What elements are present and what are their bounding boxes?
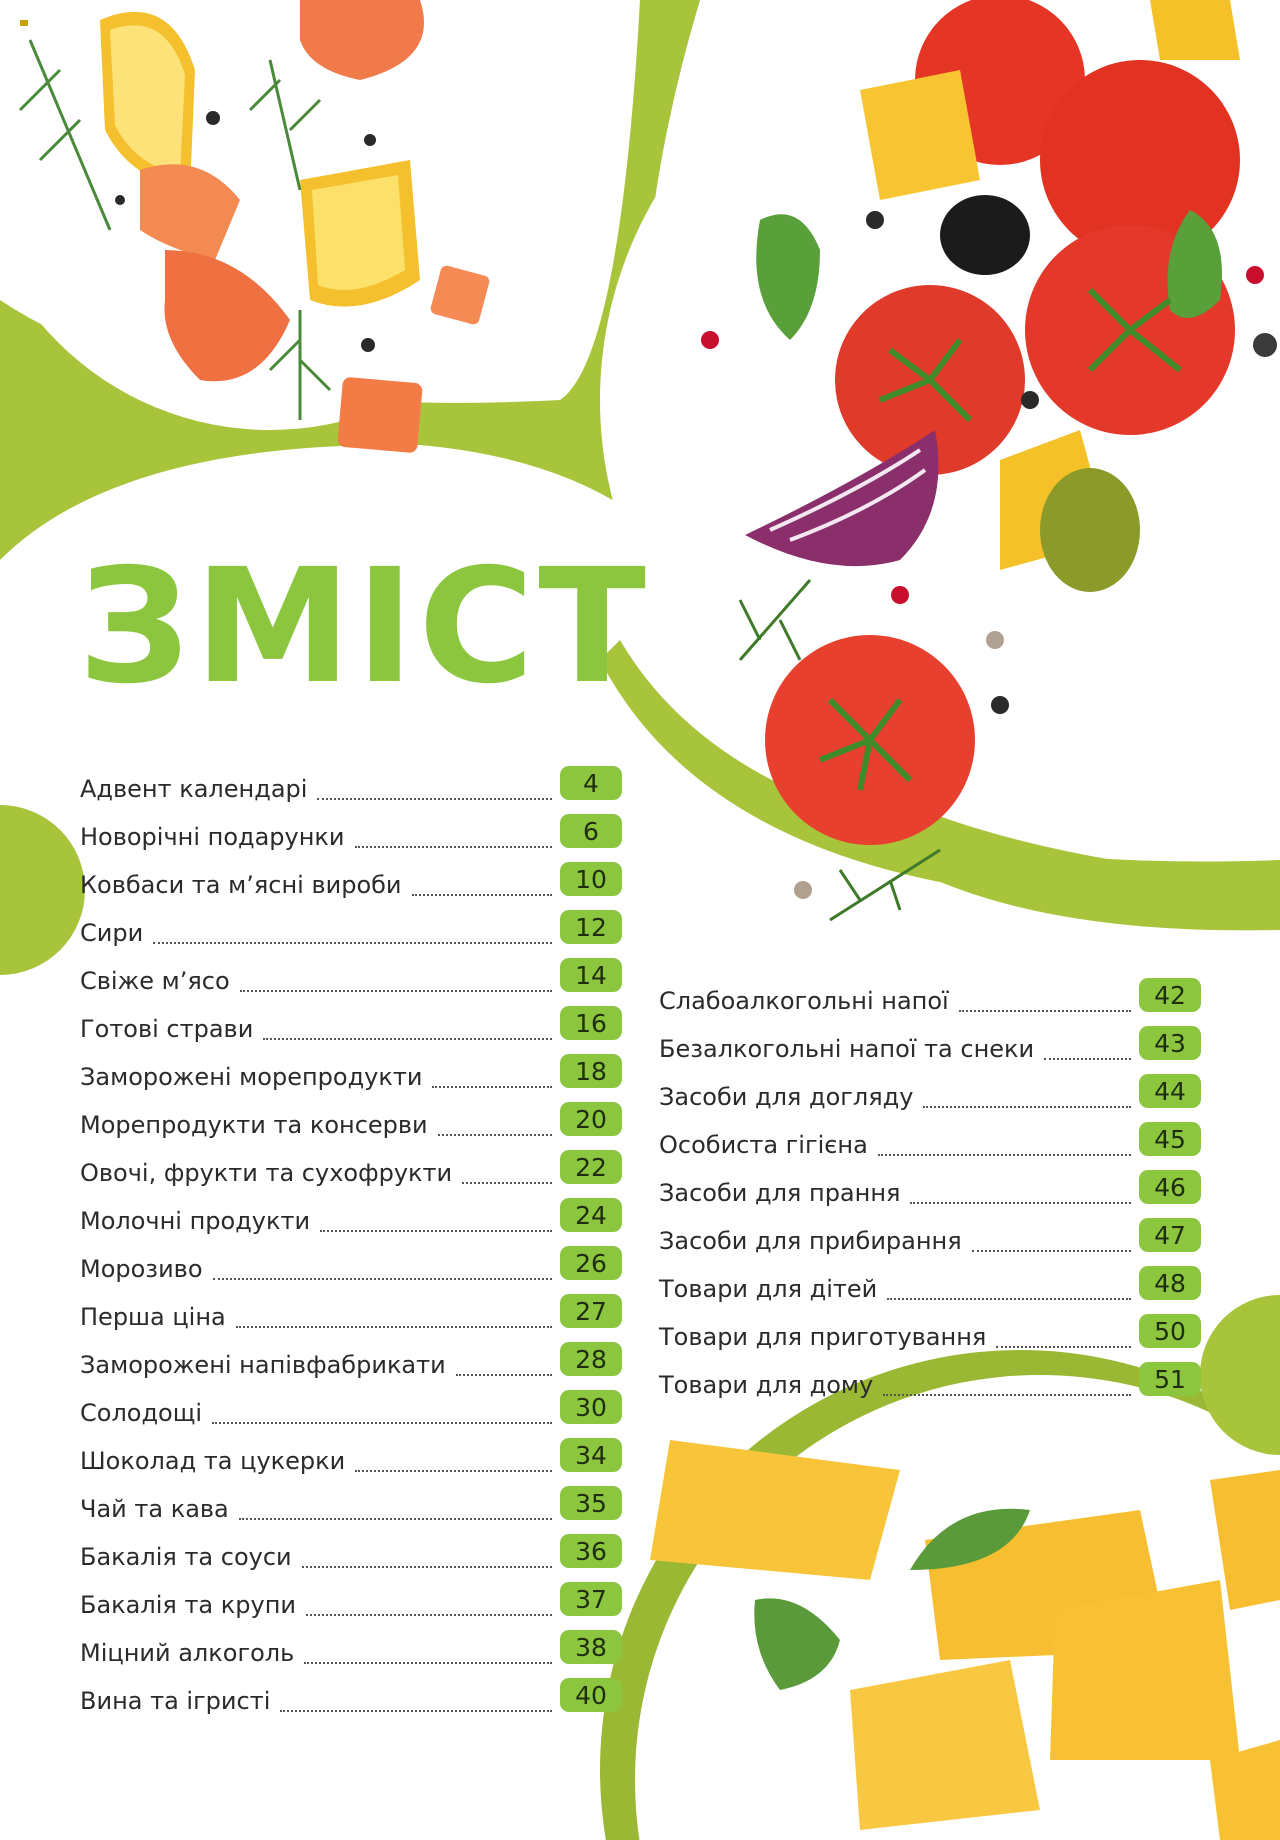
toc-dot-leader: [910, 1202, 1131, 1204]
toc-page-badge: 37: [560, 1582, 622, 1616]
toc-entry-label: Засоби для прибирання: [659, 1227, 962, 1255]
toc-entry-label: Ковбаси та м’ясні вироби: [80, 871, 402, 899]
toc-dot-leader: [280, 1710, 552, 1712]
toc-entry-label: Шоколад та цукерки: [80, 1447, 346, 1475]
toc-page-badge: 18: [560, 1054, 622, 1088]
toc-page-badge: 14: [560, 958, 622, 992]
toc-dot-leader: [355, 846, 552, 848]
toc-page-badge: 30: [560, 1390, 622, 1424]
toc-page-badge: 48: [1139, 1266, 1201, 1300]
toc-entry[interactable]: [659, 1208, 1201, 1256]
toc-entry[interactable]: [80, 1332, 622, 1380]
toc-entry[interactable]: [80, 1620, 622, 1668]
toc-left-column: [80, 756, 622, 1716]
toc-entry-label: Вина та ігристі: [80, 1687, 271, 1715]
toc-entry[interactable]: [80, 1524, 622, 1572]
toc-page-badge: 42: [1139, 978, 1201, 1012]
toc-page-badge: 43: [1139, 1026, 1201, 1060]
toc-dot-leader: [306, 1614, 552, 1616]
toc-entry-label: Готові страви: [80, 1015, 254, 1043]
toc-entry-label: Товари для приготування: [659, 1323, 987, 1351]
toc-dot-leader: [239, 1518, 552, 1520]
toc-entry-label: Слабоалкогольні напої: [659, 987, 949, 1015]
toc-entry[interactable]: [80, 852, 622, 900]
toc-entry[interactable]: [659, 1256, 1201, 1304]
toc-right-column: [659, 968, 1201, 1400]
toc-entry[interactable]: [80, 1044, 622, 1092]
toc-page-badge: 4: [560, 766, 622, 800]
toc-page-badge: 28: [560, 1342, 622, 1376]
toc-entry[interactable]: [80, 1380, 622, 1428]
toc-page-badge: 46: [1139, 1170, 1201, 1204]
toc-dot-leader: [212, 1422, 552, 1424]
corner-mark: [20, 20, 28, 26]
toc-dot-leader: [1044, 1058, 1131, 1060]
toc-dot-leader: [456, 1374, 552, 1376]
toc-dot-leader: [263, 1038, 552, 1040]
toc-entry-label: Чай та кава: [80, 1495, 229, 1523]
toc-dot-leader: [996, 1346, 1131, 1348]
toc-entry[interactable]: [80, 948, 622, 996]
toc-page-badge: 22: [560, 1150, 622, 1184]
toc-entry[interactable]: [80, 1668, 622, 1716]
toc-dot-leader: [317, 798, 552, 800]
toc-entry[interactable]: [80, 1476, 622, 1524]
toc-entry-label: Безалкогольні напої та снеки: [659, 1035, 1035, 1063]
toc-page-badge: 24: [560, 1198, 622, 1232]
toc-dot-leader: [462, 1182, 552, 1184]
toc-page-badge: 44: [1139, 1074, 1201, 1108]
toc-entry[interactable]: [80, 804, 622, 852]
plate-top-left: [0, 0, 570, 430]
toc-entry-label: Адвент календарі: [80, 775, 308, 803]
toc-dot-leader: [213, 1278, 553, 1280]
toc-entry[interactable]: [659, 1064, 1201, 1112]
toc-page-badge: 27: [560, 1294, 622, 1328]
toc-entry[interactable]: [80, 1092, 622, 1140]
toc-entry-label: Морозиво: [80, 1255, 203, 1283]
toc-entry[interactable]: [659, 968, 1201, 1016]
toc-entry-label: Особиста гігієна: [659, 1131, 868, 1159]
toc-page-badge: 16: [560, 1006, 622, 1040]
toc-entry[interactable]: [80, 1428, 622, 1476]
toc-page-badge: 36: [560, 1534, 622, 1568]
toc-entry-label: Молочні продукти: [80, 1207, 311, 1235]
toc-entry-label: Сири: [80, 919, 144, 947]
toc-dot-leader: [412, 894, 552, 896]
toc-entry-label: Морепродукти та консерви: [80, 1111, 428, 1139]
page-title: ЗМІСТ: [78, 535, 650, 719]
toc-page-badge: 6: [560, 814, 622, 848]
toc-entry[interactable]: [80, 996, 622, 1044]
toc-dot-leader: [438, 1134, 552, 1136]
toc-entry[interactable]: [80, 1572, 622, 1620]
toc-page-badge: 35: [560, 1486, 622, 1520]
toc-dot-leader: [304, 1662, 552, 1664]
toc-entry[interactable]: [80, 1140, 622, 1188]
toc-entry[interactable]: [659, 1352, 1201, 1400]
toc-entry[interactable]: [659, 1016, 1201, 1064]
toc-dot-leader: [432, 1086, 552, 1088]
toc-dot-leader: [959, 1010, 1131, 1012]
toc-entry-label: Перша ціна: [80, 1303, 226, 1331]
toc-dot-leader: [878, 1154, 1131, 1156]
toc-entry-label: Товари для дітей: [659, 1275, 878, 1303]
toc-dot-leader: [883, 1394, 1131, 1396]
toc-entry-label: Новорічні подарунки: [80, 823, 345, 851]
toc-entry-label: Засоби для прання: [659, 1179, 901, 1207]
toc-dot-leader: [923, 1106, 1131, 1108]
toc-dot-leader: [153, 942, 552, 944]
toc-dot-leader: [887, 1298, 1131, 1300]
toc-entry[interactable]: [659, 1112, 1201, 1160]
toc-dot-leader: [302, 1566, 552, 1568]
toc-dot-leader: [236, 1326, 552, 1328]
toc-entry-label: Овочі, фрукти та сухофрукти: [80, 1159, 453, 1187]
toc-entry[interactable]: [80, 1236, 622, 1284]
toc-page-badge: 47: [1139, 1218, 1201, 1252]
toc-page-badge: 50: [1139, 1314, 1201, 1348]
toc-page-badge: 40: [560, 1678, 622, 1712]
toc-entry-label: Засоби для догляду: [659, 1083, 914, 1111]
toc-entry-label: Заморожені морепродукти: [80, 1063, 423, 1091]
toc-page-badge: 45: [1139, 1122, 1201, 1156]
toc-page-badge: 38: [560, 1630, 622, 1664]
toc-page-badge: 51: [1139, 1362, 1201, 1396]
toc-page-badge: 34: [560, 1438, 622, 1472]
toc-page-badge: 26: [560, 1246, 622, 1280]
toc-dot-leader: [320, 1230, 552, 1232]
toc-entry[interactable]: [659, 1304, 1201, 1352]
toc-entry-label: Бакалія та соуси: [80, 1543, 292, 1571]
toc-entry-label: Товари для дому: [659, 1371, 874, 1399]
toc-page-badge: 10: [560, 862, 622, 896]
toc-page-badge: 12: [560, 910, 622, 944]
toc-entry[interactable]: [80, 756, 622, 804]
toc-entry[interactable]: [80, 900, 622, 948]
toc-entry[interactable]: [659, 1160, 1201, 1208]
toc-entry-label: Свіже м’ясо: [80, 967, 230, 995]
toc-entry-label: Міцний алкоголь: [80, 1639, 295, 1667]
toc-page-badge: 20: [560, 1102, 622, 1136]
toc-entry-label: Бакалія та крупи: [80, 1591, 296, 1619]
toc-entry[interactable]: [80, 1188, 622, 1236]
toc-entry-label: Заморожені напівфабрикати: [80, 1351, 446, 1379]
toc-dot-leader: [355, 1470, 552, 1472]
toc-dot-leader: [240, 990, 552, 992]
toc-entry[interactable]: [80, 1284, 622, 1332]
toc-dot-leader: [972, 1250, 1131, 1252]
toc-entry-label: Солодощі: [80, 1399, 203, 1427]
